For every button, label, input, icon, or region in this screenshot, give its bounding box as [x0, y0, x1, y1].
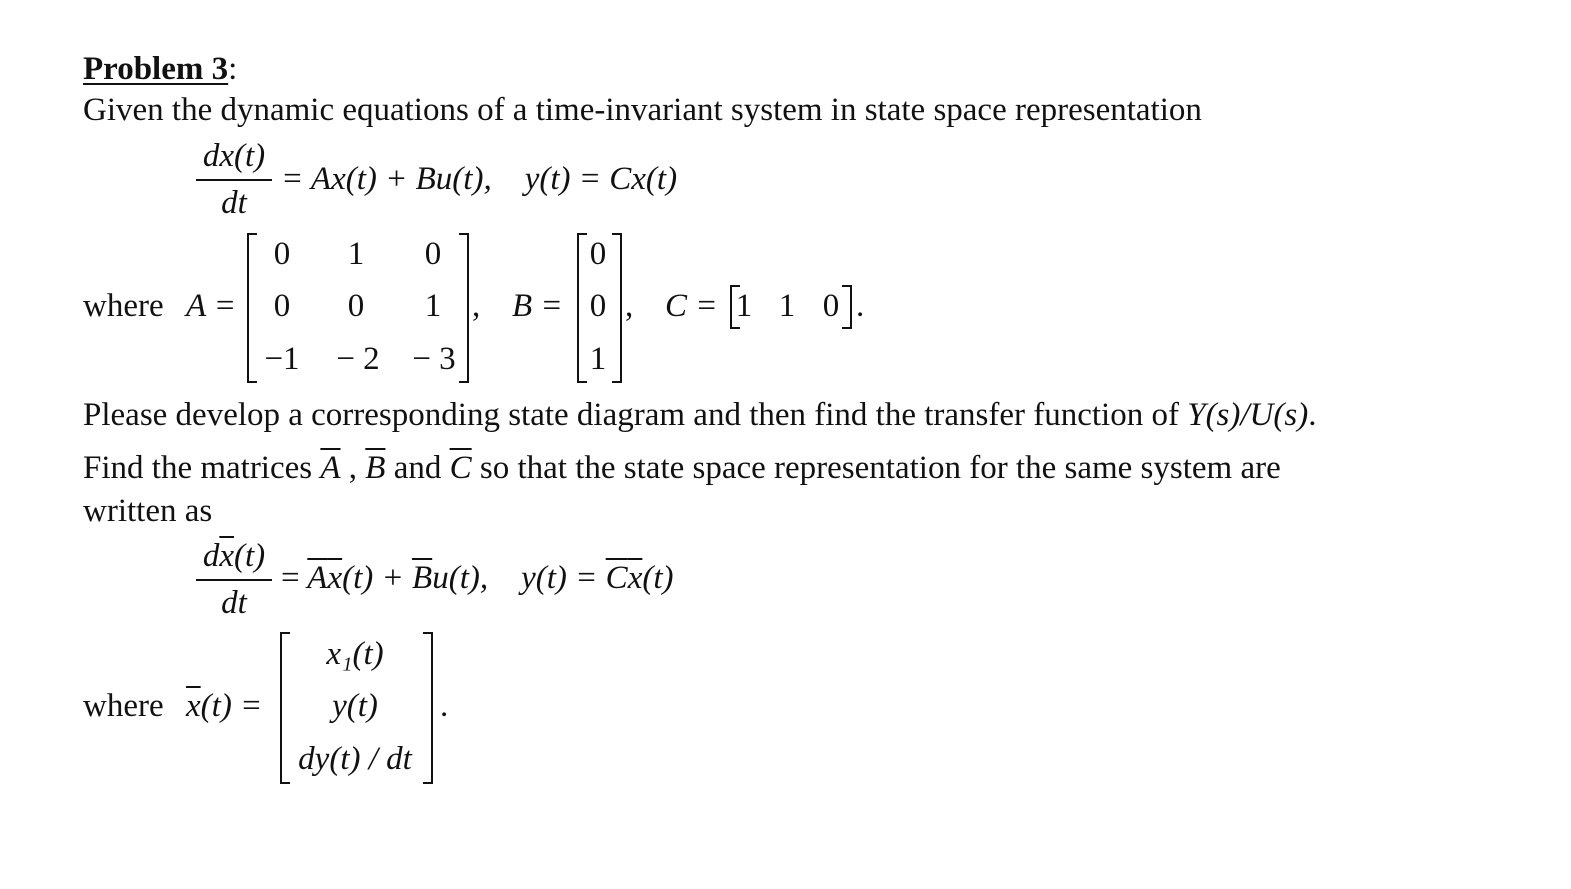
- eq2-Abar: $\overline{A}$: [307, 560, 328, 596]
- A-cell-r1c1: 0: [273, 236, 291, 272]
- B-cell-3: 1: [589, 341, 607, 377]
- C-right-bracket: [842, 285, 852, 329]
- eq2-num-d: d: [202, 538, 220, 574]
- transfer-period: .: [1308, 397, 1317, 433]
- transfer-math: Y(s)/U(s): [1187, 397, 1309, 433]
- eq2-u: u(t), y(t) =: [432, 560, 606, 596]
- where-label-2: where: [83, 688, 164, 724]
- A-cell-r2c2: 0: [347, 288, 365, 324]
- eq2-numerator: [196, 540, 272, 573]
- eq1-rhs: = Ax(t) + Bu(t), y(t) = Cx(t): [281, 161, 678, 197]
- eq2-num-t: (t): [234, 538, 266, 574]
- problem-title-colon: :: [228, 51, 238, 87]
- eq2-mid: (t) +: [342, 560, 413, 596]
- xbar-rest: (t) =: [200, 688, 263, 724]
- A-cell-r1c3: 0: [424, 236, 442, 272]
- xbar-left-bracket: [280, 632, 290, 784]
- find-text: Find the matrices: [83, 450, 321, 486]
- eq2-Cbar: $\overline{C}$: [605, 560, 628, 596]
- written-as-line: written as: [83, 493, 213, 529]
- where-label-1: where: [83, 288, 164, 324]
- find-rest-text: so that the state space representation for the same system are: [471, 450, 1281, 486]
- B-cell-2: 0: [589, 288, 607, 324]
- eq1-fraction: [196, 140, 272, 220]
- A-cell-r2c3: 1: [424, 288, 442, 324]
- xbar-label: [186, 690, 262, 723]
- eq2-rhs: [281, 562, 674, 595]
- eq2-denominator: dt: [221, 585, 247, 621]
- sep1: ,: [340, 450, 366, 486]
- problem-title: [83, 53, 237, 86]
- eq1-denominator: dt: [221, 185, 247, 221]
- eq2-equals: =: [281, 560, 300, 596]
- C-label: C =: [665, 288, 718, 324]
- transfer-text: Please develop a corresponding state diagram and then find the transfer function of: [83, 397, 1188, 433]
- xbar-symbol: $\overline{x}$: [186, 688, 201, 724]
- xbar-right-bracket: [423, 632, 433, 784]
- eq2-Bbar: $\overline{B}$: [412, 560, 433, 596]
- A-cell-r2c1: 0: [273, 288, 291, 324]
- intro-text: Given the dynamic equations of a time-invariant system in state space representation: [83, 92, 1202, 128]
- C-cell-2: 1: [778, 288, 796, 324]
- problem-title-label: Problem 3: [83, 51, 229, 87]
- C-bar-symbol: $\overline{C}$: [449, 450, 472, 486]
- A-cell-r3c2: − 2: [336, 341, 380, 377]
- xbar-period: .: [440, 688, 449, 724]
- A-cell-r1c2: 1: [347, 236, 365, 272]
- B-bar-symbol: $\overline{B}$: [365, 450, 386, 486]
- eq2-end: (t): [642, 560, 674, 596]
- transfer-function-line: [83, 399, 1316, 432]
- eq1-fraction-bar: [196, 179, 272, 181]
- eq1-numerator: dx(t): [202, 138, 266, 174]
- B-comma: ,: [625, 288, 634, 324]
- eq2-fraction: [196, 540, 272, 620]
- C-cell-3: 0: [822, 288, 840, 324]
- C-cell-1: 1: [735, 288, 753, 324]
- eq2-num-xbar: $\overline{x}$: [219, 538, 234, 574]
- and-text: and: [385, 450, 450, 486]
- A-cell-r3c3: − 3: [412, 341, 456, 377]
- C-period: .: [856, 288, 865, 324]
- xbar-entry-1: x₁(t): [326, 636, 384, 672]
- eq2-fraction-bar: [196, 579, 272, 581]
- A-label: A =: [186, 288, 237, 324]
- eq2-xbar-2: $\overline{x}$: [627, 560, 643, 596]
- xbar-entry-2: y(t): [332, 688, 378, 724]
- A-bar-symbol: $\overline{A}$: [320, 450, 341, 486]
- A-cell-r3c1: −1: [264, 341, 300, 377]
- find-matrices-line: [83, 452, 1281, 485]
- eq2-xbar-1: $\overline{x}$: [327, 560, 343, 596]
- xbar-entry-3: dy(t) / dt: [298, 741, 412, 777]
- B-right-bracket: [612, 233, 622, 383]
- B-cell-1: 0: [589, 236, 607, 272]
- B-label: B =: [512, 288, 563, 324]
- A-comma: ,: [472, 288, 481, 324]
